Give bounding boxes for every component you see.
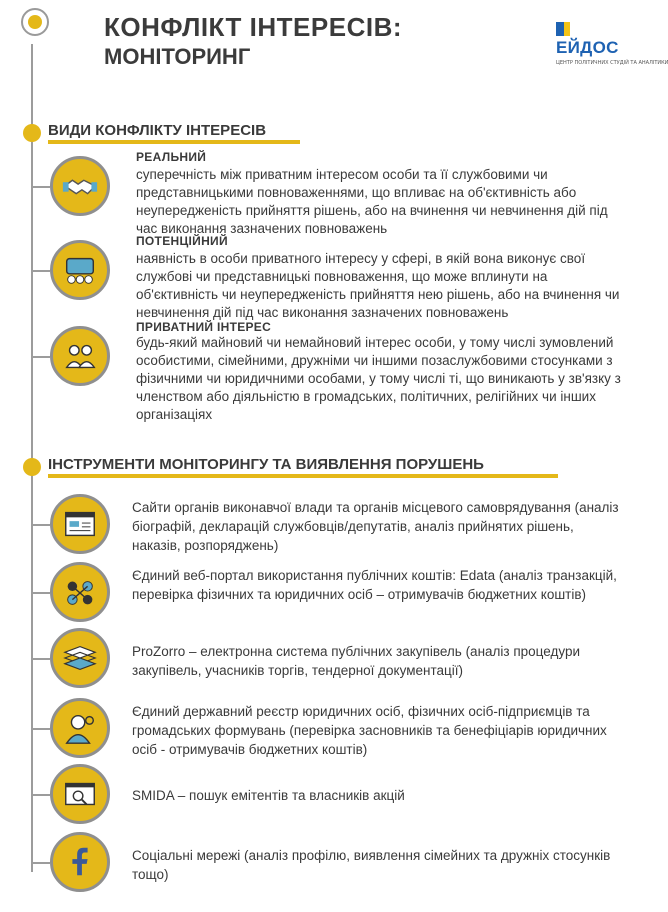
people-icon bbox=[50, 326, 110, 386]
tool-description: Єдиний веб-портал використання публічних коштів: Edata (аналіз транзакцій, перевірка фізичних та юридичних осіб – отримувачів бюджетних коштів) bbox=[132, 568, 617, 602]
brand-tagline: ЦЕНТР ПОЛІТИЧНИХ СТУДІЙ ТА АНАЛІТИКИ bbox=[556, 59, 668, 66]
smida-icon bbox=[50, 764, 110, 824]
tool-description: Сайти органів виконавчої влади та органів місцевого самоврядування (аналіз біографій, декларацій службовців/депутатів, аналіз прийнятих рішень, наказів, розпоряджень) bbox=[132, 500, 619, 553]
brand-name: ЕЙДОС bbox=[556, 37, 619, 57]
section-underline bbox=[48, 140, 300, 144]
prozorro-icon bbox=[50, 628, 110, 688]
section-marker-types bbox=[23, 124, 41, 142]
handshake-icon bbox=[50, 156, 110, 216]
tool-description: ProZorro – електронна система публічних закупівель (аналіз процедури закупівель, учасників торгів, тендерної документації) bbox=[132, 644, 580, 678]
type-title: ПРИВАТНИЙ ІНТЕРЕС bbox=[136, 320, 272, 334]
eidos-logo bbox=[556, 18, 668, 66]
type-description: суперечність між приватним інтересом особи та її службовими чи представницькими повноваженнями, що впливає на об'єктивність або неупередженість прийняття рішень, або на вчинення чи невчинення дій під час виконання зазначених повноважень bbox=[136, 167, 608, 236]
facebook-icon bbox=[50, 832, 110, 892]
tool-description: Єдиний державний реєстр юридичних осіб, фізичних осіб-підприємців та громадських формувань (перевірка засновників та бенефіціарів юридичних осіб - отримувачів бюджетних коштів) bbox=[132, 704, 607, 757]
type-title: ПОТЕНЦІЙНИЙ bbox=[136, 234, 228, 248]
section-underline bbox=[48, 474, 558, 478]
tool-description: SMIDA – пошук емітентів та власників акцій bbox=[132, 788, 405, 803]
header bbox=[104, 12, 402, 72]
edata-icon bbox=[50, 562, 110, 622]
page-title: КОНФЛІКТ ІНТЕРЕСІВ: bbox=[104, 12, 403, 42]
eidos-mark-icon bbox=[556, 22, 570, 36]
tool-description: Соціальні мережі (аналіз профілю, виявлення сімейних та дружніх стосунків тощо) bbox=[132, 848, 611, 882]
type-description: будь-який майновий чи немайновий інтерес особи, у тому числі зумовлений особистими, сімейними, дружніми чи іншими позаслужбовими стосунками з фізичними чи юридичними особами, у тому числі ті, що виникають у зв'язку з членством або діяльністю в громадських, політичних, релігійних чи інших організаціях bbox=[136, 335, 621, 422]
website-icon bbox=[50, 494, 110, 554]
page-subtitle: МОНІТОРИНГ bbox=[104, 44, 251, 69]
section-title-types: ВИДИ КОНФЛІКТУ ІНТЕРЕСІВ bbox=[48, 122, 267, 139]
section-title-tools: ІНСТРУМЕНТИ МОНІТОРИНГУ ТА ВИЯВЛЕННЯ ПОРУШЕНЬ bbox=[48, 456, 484, 473]
type-title: РЕАЛЬНИЙ bbox=[136, 150, 207, 164]
registry-icon bbox=[50, 698, 110, 758]
title-marker bbox=[21, 8, 49, 36]
scale-icon bbox=[50, 240, 110, 300]
type-description: наявність в особи приватного інтересу у сфері, в якій вона виконує свої службові чи представницькі повноваження, що може вплинути на об'єктивність чи неупередженість прийняття нею рішень, або на вчинення чи невчинення дій під час виконання зазначених повноважень bbox=[136, 251, 620, 320]
section-marker-tools bbox=[23, 458, 41, 476]
